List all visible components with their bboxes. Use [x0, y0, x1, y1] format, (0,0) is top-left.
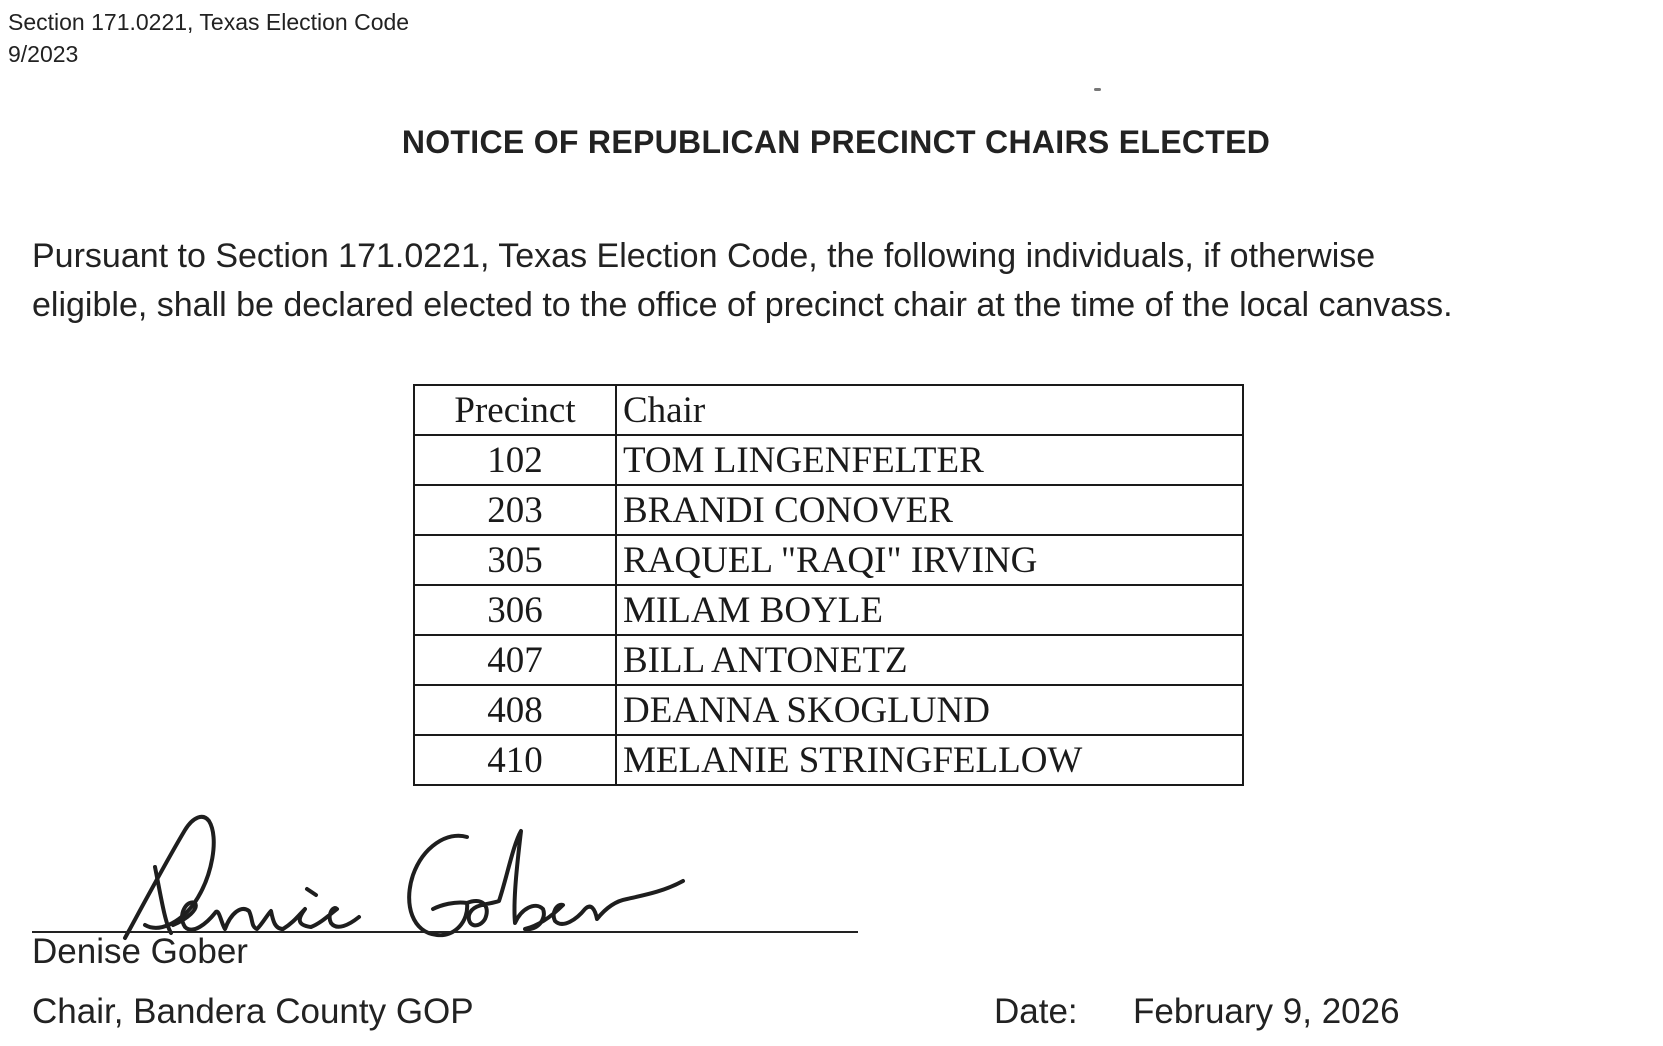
intro-line-1: Pursuant to Section 171.0221, Texas Election Code, the following individuals, if otherwise [32, 237, 1376, 275]
date-value: February 9, 2026 [1133, 992, 1400, 1031]
intro-paragraph [32, 232, 1657, 330]
table-row [414, 735, 1243, 785]
chair-name: MELANIE STRINGFELLOW [616, 735, 1243, 785]
table-row [414, 485, 1243, 535]
precinct-number: 306 [414, 585, 616, 635]
precinct-number: 408 [414, 685, 616, 735]
precinct-number: 305 [414, 535, 616, 585]
document-title-text: NOTICE OF REPUBLICAN PRECINCT CHAIRS ELECTED [401, 124, 1271, 160]
header-chair: Chair [616, 385, 1243, 435]
precinct-number: 410 [414, 735, 616, 785]
precinct-chairs-table [413, 384, 1244, 786]
signer-title: Chair, Bandera County GOP [32, 992, 474, 1031]
precinct-number: 102 [414, 435, 616, 485]
table-row [414, 635, 1243, 685]
table-header-row [414, 385, 1243, 435]
chair-name: BRANDI CONOVER [616, 485, 1243, 535]
form-reference: Section 171.0221, Texas Election Code [8, 9, 410, 35]
chair-name: TOM LINGENFELTER [616, 435, 1243, 485]
table-row [414, 535, 1243, 585]
chair-name: DEANNA SKOGLUND [616, 685, 1243, 735]
scan-speck [1094, 88, 1101, 91]
precinct-number: 203 [414, 485, 616, 535]
precinct-number: 407 [414, 635, 616, 685]
form-revision-date: 9/2023 [8, 41, 79, 67]
table-row [414, 435, 1243, 485]
header-precinct: Precinct [414, 385, 616, 435]
document-title [0, 124, 1663, 161]
intro-line-2: eligible, shall be declared elected to the office of precinct chair at the time of the local canvass. [32, 286, 1453, 324]
signer-name: Denise Gober [32, 932, 248, 971]
table-row [414, 585, 1243, 635]
chair-name: BILL ANTONETZ [616, 635, 1243, 685]
chair-name: RAQUEL "RAQI" IRVING [616, 535, 1243, 585]
date-label: Date: [994, 992, 1078, 1031]
table-row [414, 685, 1243, 735]
chair-name: MILAM BOYLE [616, 585, 1243, 635]
